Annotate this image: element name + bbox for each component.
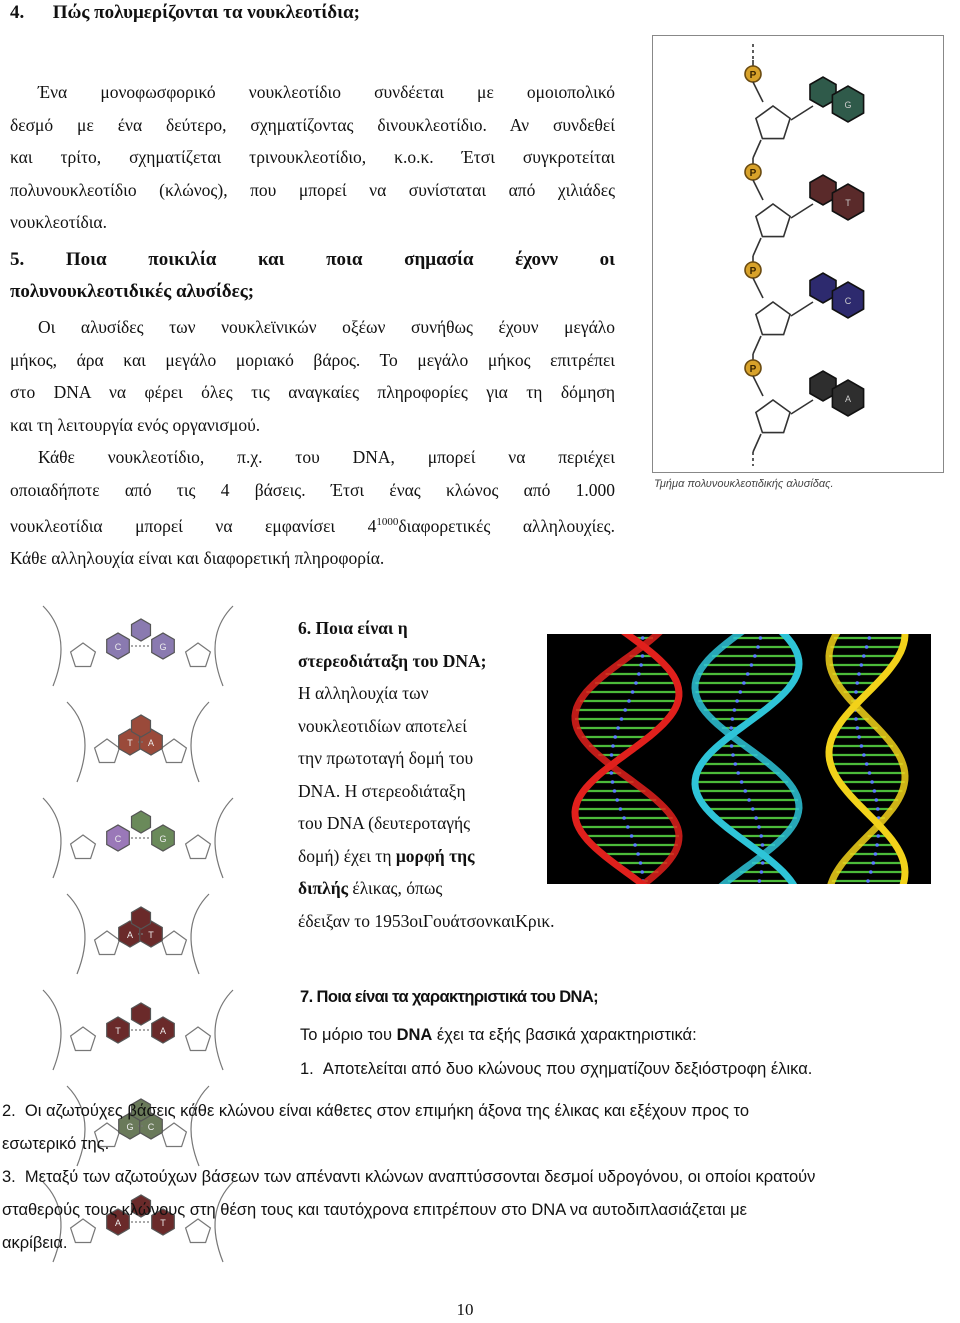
- section-4-heading: 4. Πώς πολυμερίζονται τα νουκλεοτίδια;: [10, 2, 360, 23]
- atom-dot: [631, 690, 635, 694]
- base-ring: [132, 715, 151, 737]
- polynucleotide-figure: [652, 35, 944, 473]
- bond-line: [753, 278, 763, 298]
- sugar-ring: [162, 931, 187, 955]
- text-line: την πρωτοταγή δομή του: [298, 748, 474, 768]
- atom-dot: [856, 726, 860, 730]
- base-letter: A: [844, 394, 852, 404]
- atom-dot: [860, 663, 864, 667]
- double-helix-image: [547, 634, 931, 884]
- backbone-segment: [215, 606, 233, 686]
- backbone-segment: [67, 702, 85, 782]
- atom-dot: [744, 789, 748, 793]
- atom-dot: [731, 753, 735, 757]
- base-letter: A: [147, 738, 155, 748]
- atom-dot: [627, 699, 631, 703]
- base-letter: G: [159, 642, 167, 652]
- text-fragment: διαφορετικές αλληλουχίες.: [398, 515, 615, 536]
- base-letter: T: [115, 1026, 121, 1036]
- atom-dot: [639, 663, 643, 667]
- atom-dot: [742, 681, 746, 685]
- bond-line: [753, 376, 763, 396]
- text-line: δεσμό με ένα δεύτερο, σχηματίζοντας δινουκλεοτίδιο. Αν συνδεθεί: [10, 114, 615, 135]
- glycosidic-bond: [791, 400, 813, 414]
- text-line: DNA. Η στερεοδιάταξη: [298, 780, 466, 801]
- atom-dot: [731, 717, 735, 721]
- section-7-heading: 7. Ποια είναι τα χαρακτηριστικά του DNA;: [300, 988, 599, 1006]
- atom-dot: [862, 753, 866, 757]
- helix-strand: [829, 634, 905, 884]
- atom-dot: [739, 690, 743, 694]
- text-line: οποιαδήποτε από τις 4 βάσεις. Έτσι ένας κλώνος από 1.000: [10, 479, 615, 500]
- atom-dot: [857, 672, 861, 676]
- heading-line: πολυνουκλεοτιδικές αλυσίδες;: [10, 281, 255, 302]
- atom-dot: [611, 780, 615, 784]
- base-ring: [132, 619, 151, 641]
- atom-dot: [875, 798, 879, 802]
- bond-line: [753, 238, 761, 256]
- text-line: [298, 872, 548, 905]
- atom-dot: [623, 708, 627, 712]
- atom-dot: [611, 744, 615, 748]
- base-letter: A: [126, 930, 134, 940]
- figure-caption: Τμήμα πολυνουκλεοτιδικής αλυσίδας.: [654, 478, 834, 490]
- atom-dot: [868, 771, 872, 775]
- backbone-segment: [191, 894, 209, 974]
- atom-dot: [730, 744, 734, 748]
- atom-dot: [869, 870, 873, 874]
- base-letter: T: [127, 738, 133, 748]
- glycosidic-bond: [791, 204, 813, 218]
- atom-dot: [735, 699, 739, 703]
- atom-dot: [610, 771, 614, 775]
- atom-dot: [874, 852, 878, 856]
- bond-line: [753, 180, 763, 200]
- sugar-ring: [71, 643, 96, 667]
- atom-dot: [740, 780, 744, 784]
- atom-dot: [751, 807, 755, 811]
- bond-line: [753, 82, 763, 102]
- sugar-ring: [95, 739, 120, 763]
- double-helix-models: [547, 634, 931, 884]
- sugar-ring: [756, 204, 790, 237]
- atom-dot: [759, 636, 763, 640]
- heading-line: 5. Ποια ποικιλία και ποια σημασία έχονν οι: [10, 249, 615, 270]
- atom-dot: [616, 726, 620, 730]
- atom-dot: [865, 762, 869, 766]
- bond-line: [753, 434, 761, 452]
- text-line: μήκος, άρα και μεγάλο μοριακό βάρος. Το μεγάλο μήκος επιτρέπει: [10, 349, 615, 370]
- atom-dot: [641, 654, 645, 658]
- section-5-body: [10, 311, 615, 575]
- section-6-heading: 6. Ποια είναι η: [298, 618, 408, 638]
- list-items-continued: [2, 1095, 932, 1260]
- base-ring: [132, 1003, 151, 1025]
- atom-dot: [866, 879, 870, 883]
- atom-dot: [756, 645, 760, 649]
- atom-dot: [641, 636, 645, 640]
- atom-dot: [620, 717, 624, 721]
- atom-dot: [860, 744, 864, 748]
- base-letter: T: [160, 1218, 166, 1228]
- text-fragment: έλικας, όπως: [348, 878, 443, 898]
- list-item-line: σταθερούς τους κλώνους στη θέση τους και ταυτόχρονα επιτρέπουν στο DNA να αυτοδιπλασιάζεται με: [2, 1201, 748, 1219]
- text-line: νουκλεοτιδίων αποτελεί: [298, 715, 467, 736]
- base-letter: T: [148, 930, 154, 940]
- text-line: νουκλεοτίδια.: [10, 212, 107, 232]
- atom-dot: [873, 789, 877, 793]
- sugar-ring: [71, 835, 96, 859]
- glycosidic-bond: [791, 302, 813, 316]
- atom-dot: [640, 870, 644, 874]
- helix-strand: [575, 634, 679, 884]
- text-fragment: δομή) έχει τη: [298, 845, 396, 866]
- list-item-line: εσωτερικό της.: [2, 1135, 110, 1153]
- atom-dot: [633, 843, 637, 847]
- glycosidic-bond: [791, 106, 813, 120]
- text-line: στο DNA να φέρει όλες τις αναγκαίες πληροφορίες για τη δόμηση: [10, 382, 615, 402]
- backbone-segment: [43, 798, 61, 878]
- atom-dot: [630, 834, 634, 838]
- atom-dot: [626, 825, 630, 829]
- backbone-segment: [67, 894, 85, 974]
- text-line: Κάθε αλληλουχία είναι και διαφορετική πληροφορία.: [10, 548, 385, 569]
- atom-dot: [758, 879, 762, 883]
- atom-dot: [759, 834, 763, 838]
- base-letter: A: [159, 1026, 167, 1036]
- atom-dot: [862, 654, 866, 658]
- base-letter: C: [114, 834, 122, 844]
- base-letter: G: [159, 834, 167, 844]
- section-6-heading: στερεοδιάταξη του DNA;: [298, 650, 487, 671]
- base-ring: [132, 811, 151, 833]
- atom-dot: [855, 681, 859, 685]
- phosphate-label: P: [749, 168, 757, 179]
- atom-dot: [760, 870, 764, 874]
- base-letter: C: [844, 296, 852, 306]
- atom-dot: [865, 645, 869, 649]
- atom-dot: [637, 672, 641, 676]
- atom-dot: [868, 636, 872, 640]
- section-6-text: [298, 612, 555, 937]
- phosphate-label: P: [749, 364, 757, 375]
- base-letter: A: [114, 1218, 122, 1228]
- atom-dot: [634, 681, 638, 685]
- atom-dot: [876, 807, 880, 811]
- helix-strand: [695, 634, 799, 884]
- base-letter: C: [114, 642, 122, 652]
- text-line: έδειξαν το 1953οιΓουάτσονκαιΚρικ.: [298, 910, 555, 931]
- atom-dot: [733, 708, 737, 712]
- text-line: του DNA (δευτεροταγής: [298, 813, 471, 833]
- text-line: [10, 506, 615, 542]
- superscript: 1000: [376, 516, 399, 528]
- backbone-segment: [215, 798, 233, 878]
- text-line: πολυνουκλεοτίδιο (κλώνος), που μπορεί να συνίσταται από χιλιάδες: [10, 179, 615, 200]
- atom-dot: [610, 753, 614, 757]
- text-line: Οι αλυσίδες των νουκλεϊνικών οξέων συνήθως έχουν μεγάλο: [38, 317, 615, 337]
- atom-dot: [854, 690, 858, 694]
- base-letter: C: [147, 1122, 155, 1132]
- atom-dot: [854, 717, 858, 721]
- sugar-ring: [95, 931, 120, 955]
- atom-dot: [747, 798, 751, 802]
- backbone-segment: [43, 606, 61, 686]
- base-letter: G: [844, 100, 852, 110]
- atom-dot: [613, 735, 617, 739]
- polynucleotide-chain-diagram: [653, 36, 943, 472]
- backbone-segment: [215, 990, 233, 1070]
- text-fragment: Το μόριο του: [300, 1026, 397, 1044]
- sugar-ring: [756, 106, 790, 139]
- text-fragment: νουκλεοτίδια μπορεί να εμφανίσει 4: [10, 515, 377, 536]
- atom-dot: [619, 807, 623, 811]
- atom-dot: [736, 771, 740, 775]
- list-item-line: ακρίβεια.: [2, 1234, 68, 1252]
- text-line: [298, 840, 548, 873]
- backbone-segment: [43, 990, 61, 1070]
- sugar-ring: [756, 302, 790, 335]
- atom-dot: [622, 816, 626, 820]
- bond-line: [753, 336, 761, 354]
- page-number: 10: [456, 1300, 474, 1319]
- atom-dot: [746, 672, 750, 676]
- text-line: Κάθε νουκλεοτίδιο, π.χ. του DNA, μπορεί να περιέχει: [38, 447, 615, 467]
- sugar-ring: [71, 1027, 96, 1051]
- text-fragment: έχει τα εξής βασικά χαρακτηριστικά:: [432, 1026, 697, 1044]
- text-line: Ένα μονοφωσφορικό νουκλεοτίδιο συνδέεται με ομοιοπολικό: [38, 82, 615, 102]
- section-5-heading: [10, 244, 615, 308]
- list-item: 1. Αποτελείται από δυο κλώνους που σχηματίζουν δεξιόστροφη έλικα.: [300, 1060, 813, 1078]
- atom-dot: [729, 726, 733, 730]
- section-4-body: [10, 76, 615, 239]
- base-letter: T: [845, 198, 851, 208]
- atom-dot: [750, 663, 754, 667]
- section-7-intro: [300, 1026, 697, 1045]
- sugar-ring: [162, 739, 187, 763]
- text-line: και τη λειτουργία ενός οργανισμού.: [10, 414, 261, 435]
- bold-text: διπλής: [298, 878, 349, 898]
- sugar-ring: [756, 400, 790, 433]
- atom-dot: [876, 834, 880, 838]
- text-line: και τρίτο, σχηματίζεται τρινουκλεοτίδιο, κ.ο.κ. Έτσι συγκροτείται: [10, 147, 615, 167]
- phosphate-label: P: [749, 266, 757, 277]
- base-ring: [132, 907, 151, 929]
- atom-dot: [872, 861, 876, 865]
- atom-dot: [870, 780, 874, 784]
- text-line: Η αλληλουχία των: [298, 683, 429, 703]
- sugar-ring: [186, 1027, 211, 1051]
- atom-dot: [615, 798, 619, 802]
- atom-dot: [639, 861, 643, 865]
- phosphate-label: P: [749, 70, 757, 81]
- sugar-ring: [186, 643, 211, 667]
- bond-line: [753, 140, 761, 158]
- atom-dot: [754, 816, 758, 820]
- atom-dot: [761, 861, 765, 865]
- backbone-segment: [191, 702, 209, 782]
- atom-dot: [757, 825, 761, 829]
- atom-dot: [753, 654, 757, 658]
- atom-dot: [613, 789, 617, 793]
- atom-dot: [636, 852, 640, 856]
- atom-dot: [734, 762, 738, 766]
- base-letter: G: [126, 1122, 134, 1132]
- list-item-line: 3. Μεταξύ των αζωτούχων βάσεων των απέναντι κλώνων αναπτύσσονται δεσμοί υδρογόνου, οι οποίοι κρατούν: [2, 1168, 816, 1186]
- bold-text: DNA: [396, 1026, 433, 1044]
- atom-dot: [761, 843, 765, 847]
- list-item-line: 2. Οι αζωτούχες βάσεις κάθε κλώνου είναι κάθετες στον επιμήκη άξονα της έλικας και εξέχουν προς το: [2, 1102, 750, 1120]
- sugar-ring: [186, 835, 211, 859]
- atom-dot: [875, 843, 879, 847]
- atom-dot: [857, 735, 861, 739]
- bold-text: μορφή της: [395, 845, 475, 866]
